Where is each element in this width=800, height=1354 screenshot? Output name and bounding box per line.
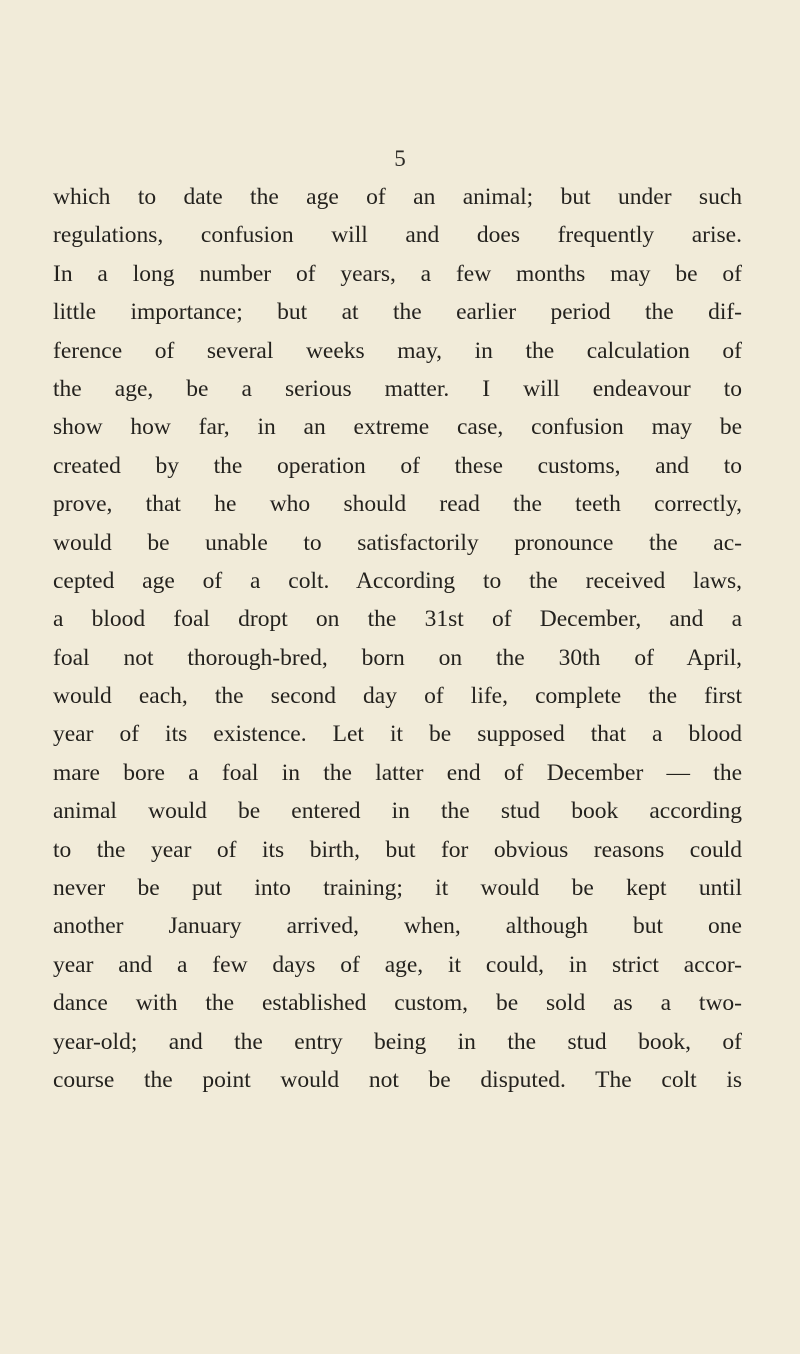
text-line: year-old; and the entry being in the stud book, of (53, 1028, 742, 1055)
text-line: another January arrived, when, although but one (53, 913, 742, 940)
text-line: show how far, in an extreme case, confusion may be (53, 414, 742, 441)
text-line: which to date the age of an animal; but under such (53, 184, 742, 210)
text-line: cepted age of a colt. According to the received laws, (53, 567, 742, 594)
text-line: regulations, confusion will and does frequently arise. (53, 222, 742, 249)
text-line: to the year of its birth, but for obvious reasons could (53, 836, 742, 863)
text-line: In a long number of years, a few months may be of (53, 260, 742, 287)
text-line: never be put into training; it would be kept until (53, 875, 742, 902)
text-line: ference of several weeks may, in the calculation of (53, 337, 742, 364)
text-line: dance with the established custom, be sold as a two- (53, 990, 742, 1017)
text-line: a blood foal dropt on the 31st of December, and a (53, 606, 742, 633)
text-line: foal not thorough-bred, born on the 30th of April, (53, 644, 742, 671)
text-line: year of its existence. Let it be supposed that a blood (53, 721, 742, 748)
text-line: year and a few days of age, it could, in strict accor- (53, 951, 742, 978)
body-text (53, 178, 742, 1099)
text-line: little importance; but at the earlier period the dif- (53, 299, 742, 326)
text-line: would each, the second day of life, complete the first (53, 683, 742, 710)
text-line: course the point would not be disputed. The colt is (53, 1066, 742, 1093)
text-line: animal would be entered in the stud book according (53, 798, 742, 825)
text-line: the age, be a serious matter. I will endeavour to (53, 375, 742, 402)
text-line: prove, that he who should read the teeth correctly, (53, 491, 742, 518)
text-line: created by the operation of these customs, and to (53, 452, 742, 479)
text-line: mare bore a foal in the latter end of December — the (53, 759, 742, 786)
text-line: would be unable to satisfactorily pronounce the ac- (53, 529, 742, 556)
page-number: 5 (394, 146, 406, 171)
